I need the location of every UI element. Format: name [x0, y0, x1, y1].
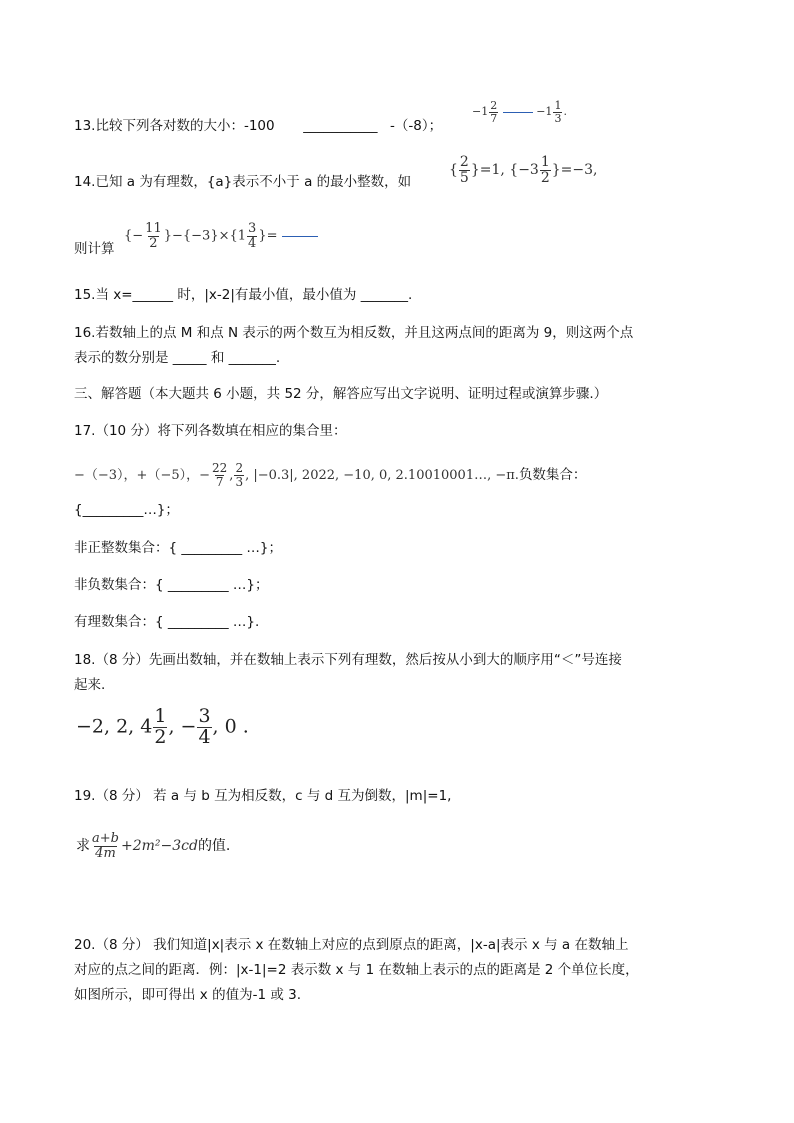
q18-line1: 18.（8 分）先画出数轴，并在数轴上表示下列有理数，然后按从小到大的顺序用“＜”号连接 — [74, 652, 622, 668]
q13-line — [74, 118, 442, 134]
q18-frac2 — [197, 707, 211, 748]
q17-frac1 — [211, 462, 228, 488]
q14-calc-expr — [124, 222, 318, 250]
q19-f-den: 4m — [95, 845, 116, 861]
q20-line2: 对应的点之间的距离．例：|x-1|=2 表示数 x 与 1 在数轴上表示的点的距离是 2 个单位长度， — [74, 962, 639, 978]
q20-line1: 20.（8 分） 我们知道|x|表示 x 在数轴上对应的点到原点的距离，|x-a|表示 x 与 a 在数轴上 — [74, 937, 629, 953]
q13-frac2-den: 3 — [554, 111, 562, 125]
q17-nums-b: , |−0.3|, 2022, −10, 0, 2.10010001…, −π. — [245, 468, 519, 484]
q14-calc-label: 则计算 — [74, 241, 115, 257]
q18-line2: 起来. — [74, 677, 106, 693]
q18-f1-num: 1 — [154, 705, 167, 727]
q16-line1: 16.若数轴上的点 M 和点 N 表示的两个数互为相反数，并且这两点间的距离为 9，则这两个点 — [74, 325, 634, 341]
q13-end: . — [563, 105, 567, 119]
q18-m-a: −2, 2, 4 — [76, 715, 153, 738]
q17-set-nonpositive-int[interactable]: 非正整数集合：{ _________ …}； — [74, 540, 283, 556]
q14-c-den2: 4 — [248, 235, 257, 251]
q18-numbers — [76, 707, 249, 748]
q14-c-close: }= — [258, 228, 278, 244]
q14-text: 14.已知 a 为有理数，{a}表示不小于 a 的最小整数，如 — [74, 174, 412, 190]
q16-line2: 表示的数分别是 _____ 和 _______. — [74, 350, 281, 366]
q17-f1-num: 22 — [212, 461, 228, 475]
q13-text: 13.比较下列各对数的大小：-100 — [74, 118, 275, 134]
q14-e1-open: { — [449, 162, 458, 179]
q18-f2-den: 4 — [198, 725, 211, 748]
q19-expression — [76, 832, 230, 860]
q13-math — [472, 100, 567, 124]
q18-m-c: , 0 . — [212, 715, 249, 738]
q14-e2-num: 1 — [540, 154, 550, 170]
q13-answer-line[interactable] — [503, 112, 533, 113]
q17-set-nonnegative[interactable]: 非负数集合：{ _________ …}； — [74, 577, 269, 593]
q17-nums-a: −（−3），+（−5），− — [74, 468, 211, 484]
q13-blank[interactable]: ___________ — [303, 118, 378, 134]
q17-frac2 — [234, 462, 244, 488]
q17-f1-den: 7 — [215, 474, 224, 489]
q14-e1-den: 5 — [459, 169, 469, 186]
section3-heading: 三、解答题（本大题共 6 小题，共 52 分，解答应写出文字说明、证明过程或演算步骤.） — [74, 386, 608, 402]
q19-frac — [91, 832, 120, 860]
q13-frac1-den: 7 — [490, 111, 498, 125]
q18-m-b: , − — [168, 715, 197, 738]
q18-f2-num: 3 — [198, 705, 211, 727]
q14-c-num1: 11 — [145, 221, 162, 236]
q19-line1: 19.（8 分） 若 a 与 b 互为相反数，c 与 d 互为倒数，|m|=1, — [74, 788, 452, 804]
q14-c-open: {− — [124, 228, 144, 244]
q13-right: -（-8）； — [390, 118, 443, 134]
q18-f1-den: 2 — [154, 725, 167, 748]
q14-c-frac1 — [144, 222, 163, 250]
q14-e2-den: 2 — [540, 169, 550, 186]
q14-e2-frac — [540, 155, 551, 185]
q14-e1-num: 2 — [459, 154, 469, 170]
q17-f2-num: 2 — [235, 461, 244, 475]
q19-rest: +2m²−3cd — [120, 838, 198, 855]
q17-f2-den: 3 — [235, 474, 244, 489]
q20-line3: 如图所示，即可得出 x 的值为-1 或 3. — [74, 987, 301, 1003]
q13-int2: −1 — [536, 105, 553, 119]
q19-tail: 的值. — [197, 838, 231, 855]
q14-c-frac2 — [247, 222, 257, 250]
q18-frac1 — [153, 707, 167, 748]
q19-f-num: a+b — [92, 831, 119, 846]
q17-numbers — [74, 462, 586, 488]
q17-comma: , — [229, 468, 234, 484]
q13-frac2-num: 1 — [554, 99, 562, 112]
q14-answer-line[interactable] — [282, 236, 318, 237]
q13-frac1-num: 2 — [490, 99, 498, 112]
q17-title: 17.（10 分）将下列各数填在相应的集合里： — [74, 423, 347, 439]
q14-c-num2: 3 — [248, 221, 257, 236]
q14-examples — [449, 155, 598, 185]
q14-e1-frac — [459, 155, 470, 185]
q17-set-rational[interactable]: 有理数集合：{ _________ …}. — [74, 614, 260, 630]
q14-c-den1: 2 — [149, 235, 158, 251]
q13-frac1 — [489, 100, 498, 124]
q17-neg-blank[interactable]: {_________…}； — [74, 502, 179, 518]
q19-ask: 求 — [76, 838, 90, 855]
q14-c-mid: }−{−3}×{1 — [163, 228, 247, 244]
q13-frac2 — [553, 100, 562, 124]
q14-e1-close: }=1, {−3 — [470, 162, 539, 179]
q14-e2-close: }=−3, — [551, 162, 598, 179]
q17-neg-label: 负数集合： — [518, 467, 587, 484]
q13-int1: −1 — [472, 105, 489, 119]
q15-text: 15.当 x=______ 时，|x-2|有最小值，最小值为 _______. — [74, 287, 413, 303]
